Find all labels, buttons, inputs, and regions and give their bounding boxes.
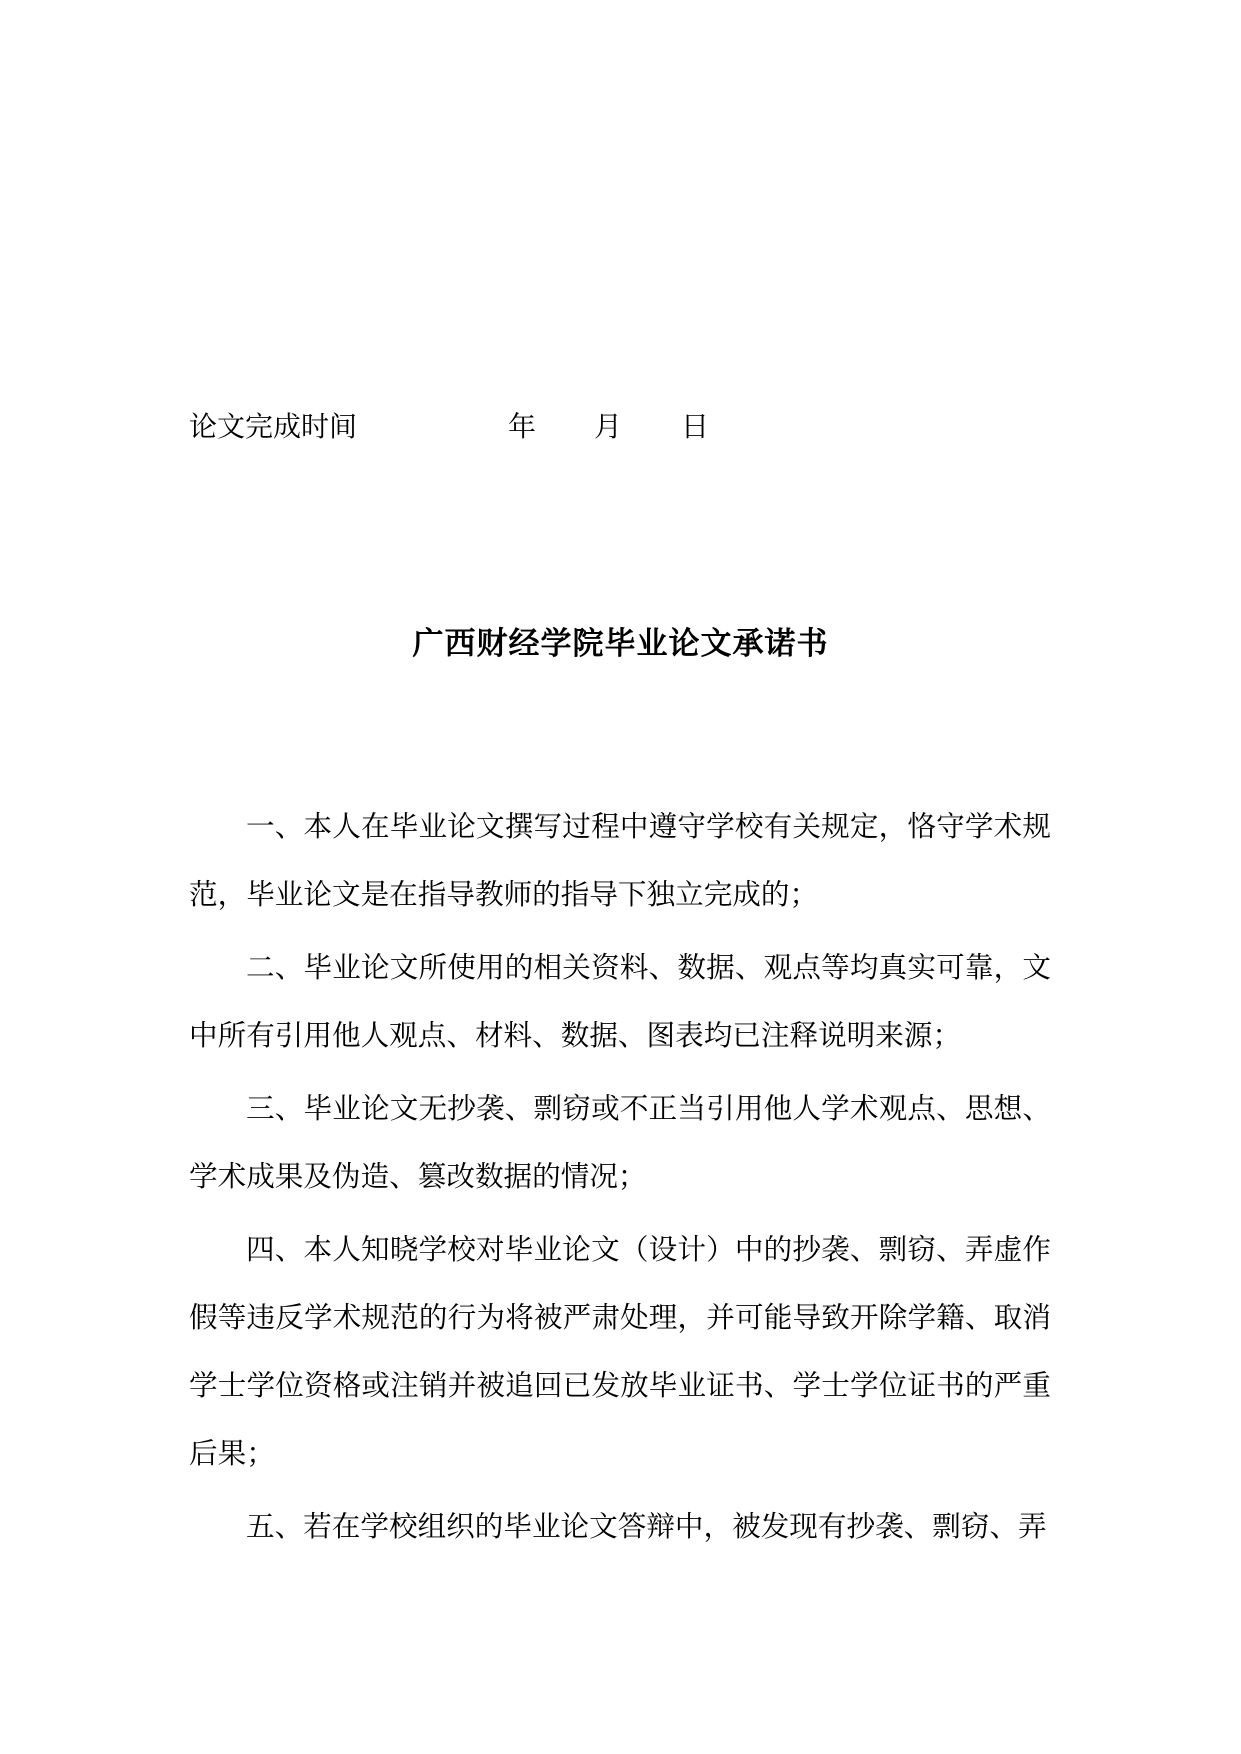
pledge-body [189, 792, 1051, 1560]
completion-time-line [189, 407, 1089, 447]
pledge-paragraph-2: 二、毕业论文所使用的相关资料、数据、观点等均真实可靠，文中所有引用他人观点、材料、数据、图表均已注释说明来源； [189, 950, 1051, 1052]
pledge-paragraph-4: 四、本人知晓学校对毕业论文（设计）中的抄袭、剽窃、弄虚作假等违反学术规范的行为将被严肃处理，并可能导致开除学籍、取消学士学位资格或注销并被追回已发放毕业证书、学士学位证书的严重后果； [189, 1232, 1051, 1470]
completion-month-label: 月 [594, 410, 623, 443]
completion-year-label: 年 [508, 410, 537, 443]
document-title: 广西财经学院毕业论文承诺书 [412, 626, 829, 662]
pledge-paragraph-3: 三、毕业论文无抄袭、剽窃或不正当引用他人学术观点、思想、学术成果及伪造、篡改数据的情况； [189, 1091, 1051, 1193]
pledge-paragraph-5: 五、若在学校组织的毕业论文答辩中，被发现有抄袭、剽窃、弄 [246, 1509, 1047, 1543]
pledge-paragraph-1: 一、本人在毕业论文撰写过程中遵守学校有关规定，恪守学术规范，毕业论文是在指导教师的指导下独立完成的； [189, 809, 1051, 911]
completion-day-label: 日 [681, 410, 710, 443]
completion-time-label: 论文完成时间 [189, 410, 358, 443]
